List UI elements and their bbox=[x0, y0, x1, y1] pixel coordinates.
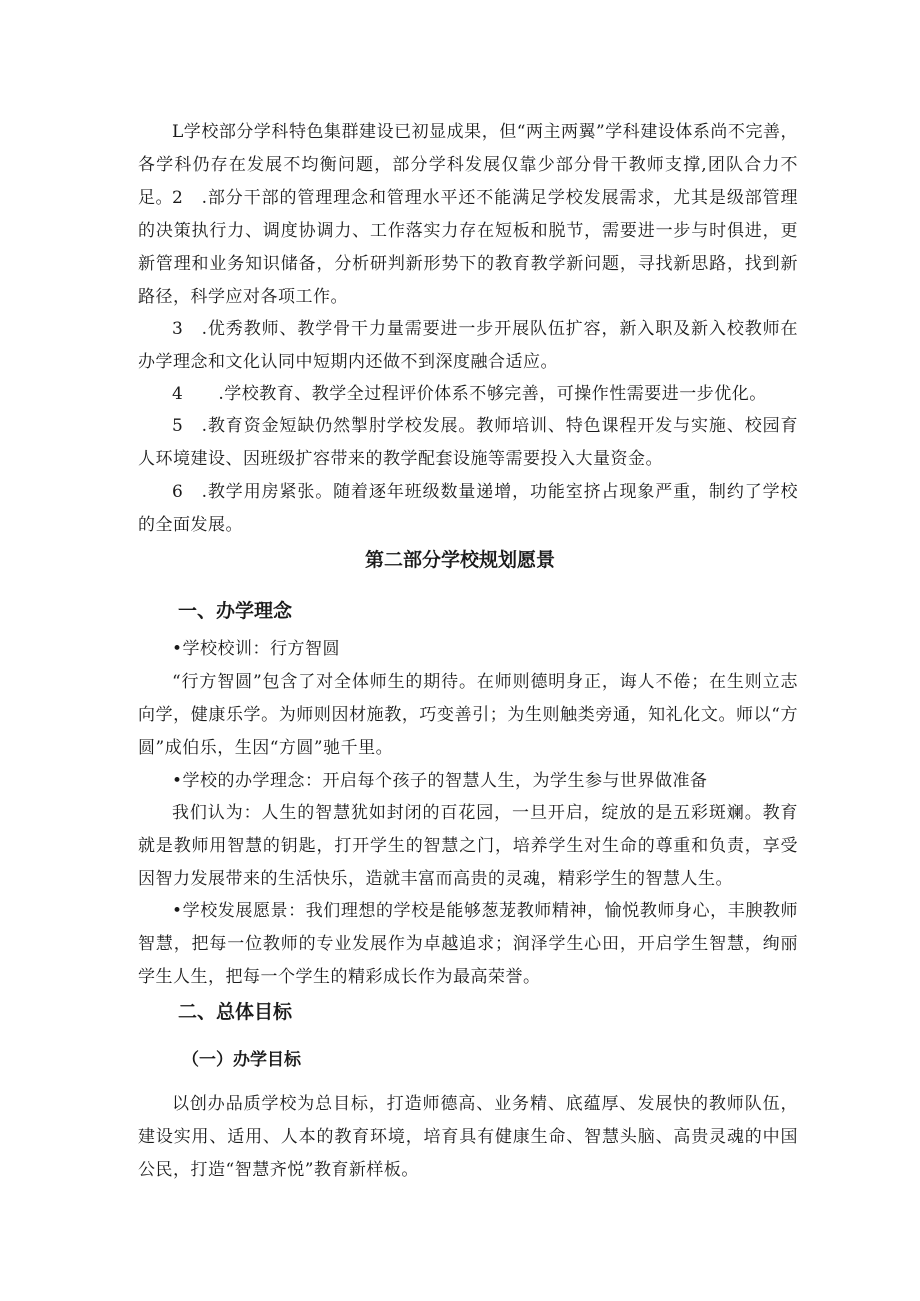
paragraph-item-6: 6 .教学用房紧张。随着逐年班级数量递增，功能室挤占现象严重，制约了学校的全面发展。 bbox=[138, 482, 798, 535]
part-title: 第二部分学校规划愿景 bbox=[364, 549, 555, 571]
paragraph-item-1: L学校部分学科特色集群建设已初显成果，但“两主两翼”学科建设体系尚不完善，各学科仍存在发展不均衡问题，部分学科发展仅靠少部分骨干教师支撑,团队合力不足。 bbox=[138, 122, 798, 208]
vision-text: •学校发展愿景：我们理想的学校是能够葱茏教师精神，愉悦教师身心，丰腴教师智慧，把每一位教师的专业发展作为卓越追求；润泽学生心田，开启学生智慧，绚丽学生人生，把每一个学生的精彩成长作为最高荣誉。 bbox=[138, 901, 798, 987]
motto-text: “行方智圆”包含了对全体师生的期待。在师则德明身正，诲人不倦；在生则立志向学，健康乐学。为师则因材施教，巧变善引；为生则触类旁通，知礼化文。师以“方圆”成伯乐，生因“方圆”驰千里。 bbox=[138, 672, 798, 758]
section-heading-philosophy: 一、办学理念 bbox=[178, 600, 293, 622]
paragraph-item-2: 2 .部分干部的管理理念和管理水平还不能满足学校发展需求，尤其是级部管理的决策执行力、调度协调力、工作落实力存在短板和脱节，需要进一步与时俱进，更新管理和业务知识储备，分析研判新形势下的教育教学新问题，寻找新思路，找到新路径，科学应对各项工作。 bbox=[138, 188, 798, 307]
goal-text: 以创办品质学校为总目标，打造师德高、业务精、底蕴厚、发展快的教师队伍，建设实用、适用、人本的教育环境，培育具有健康生命、智慧头脑、高贵灵魂的中国公民，打造“智慧齐悦”教育新样板。 bbox=[138, 1094, 798, 1180]
paragraph-item-5: 5 .教育资金短缺仍然掣肘学校发展。教师培训、特色课程开发与实施、校园育人环境建设、因班级扩容带来的教学配套设施等需要投入大量资金。 bbox=[138, 416, 798, 469]
philosophy-line: •学校的办学理念：开启每个孩子的智慧人生，为学生参与世界做准备 bbox=[172, 771, 708, 791]
philosophy-text: 我们认为：人生的智慧犹如封闭的百花园，一旦开启，绽放的是五彩斑斓。教育就是教师用智慧的钥匙，打开学生的智慧之门，培养学生对生命的尊重和负责，享受因智力发展带来的生活快乐，造就丰富而高贵的灵魂，精彩学生的智慧人生。 bbox=[138, 803, 798, 889]
section-heading-goals: 二、总体目标 bbox=[178, 1001, 293, 1023]
motto-line: •学校校训：行方智圆 bbox=[172, 639, 341, 659]
paragraph-item-4: 4 .学校教育、教学全过程评价体系不够完善，可操作性需要进一步优化。 bbox=[172, 384, 767, 404]
paragraph-item-3: 3 .优秀教师、教学骨干力量需要进一步开展队伍扩容，新入职及新入校教师在办学理念和文化认同中短期内还做不到深度融合适应。 bbox=[138, 319, 798, 372]
subsection-heading-school-goals: （一）办学目标 bbox=[182, 1050, 301, 1070]
